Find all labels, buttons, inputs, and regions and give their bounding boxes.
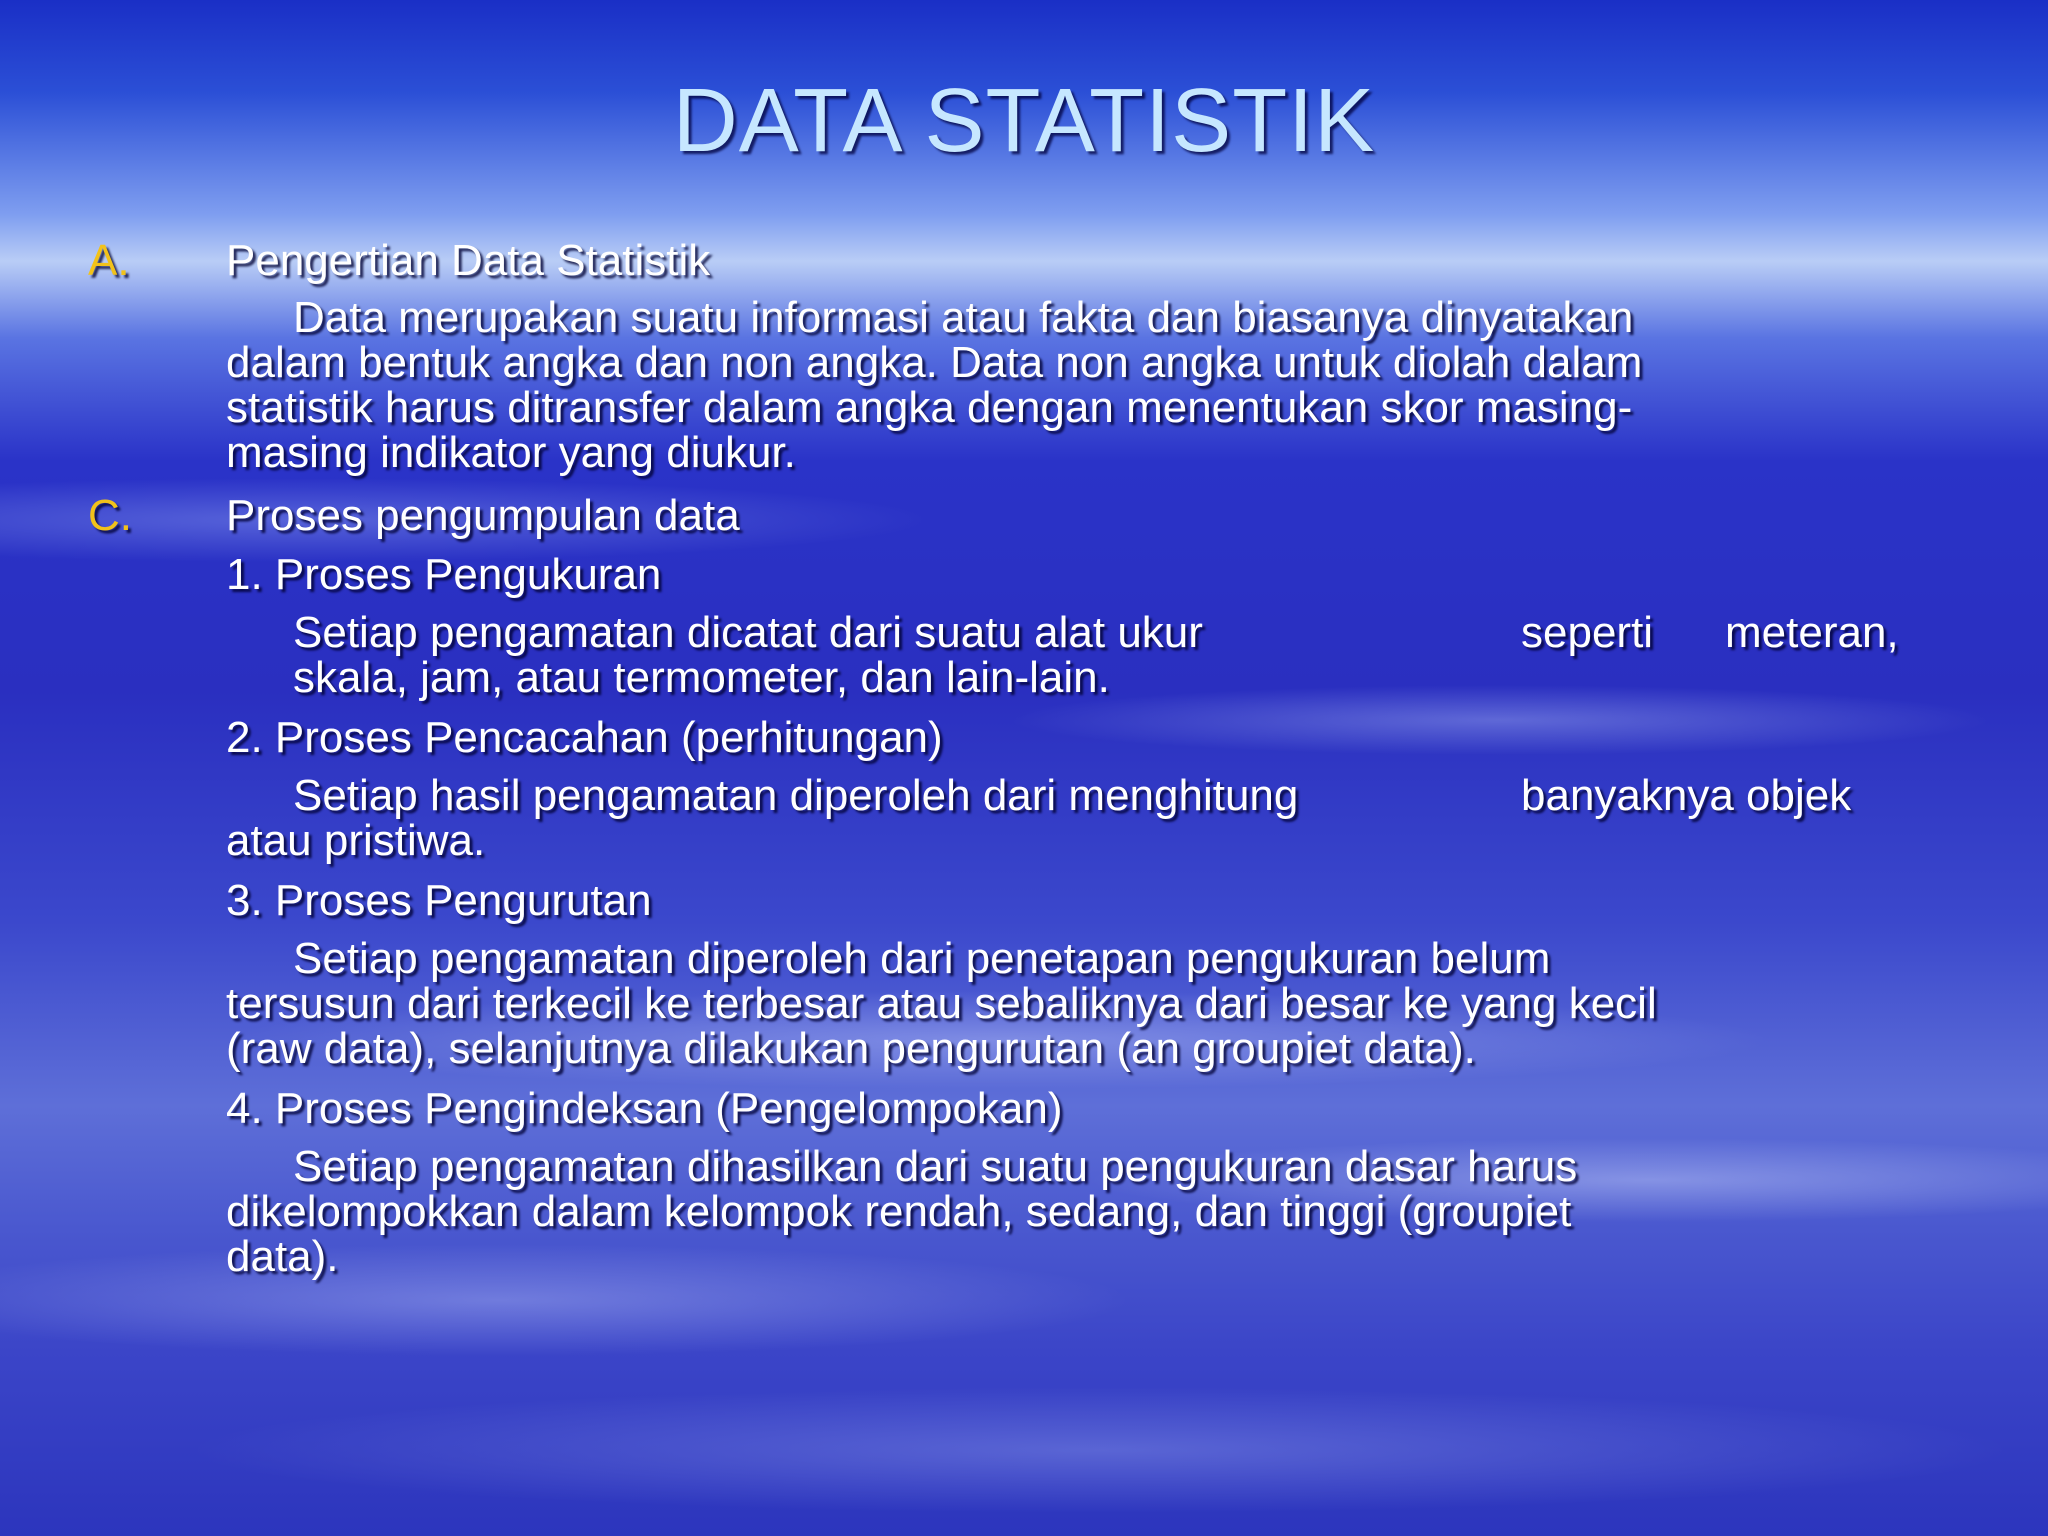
section-c-marker: C. [88, 491, 132, 540]
process-line: meteran, [1725, 608, 1899, 657]
process-line: tersusun dari terkecil ke terbesar atau sebaliknya dari besar ke yang kecil [226, 979, 1657, 1028]
process-heading: 2. Proses Pencacahan (perhitungan) [226, 713, 943, 762]
process-line: dikelompokkan dalam kelompok rendah, sedang, dan tinggi (groupiet [226, 1187, 1572, 1236]
process-line: data). [226, 1232, 339, 1281]
process-line: (raw data), selanjutnya dilakukan pengurutan (an groupiet data). [226, 1024, 1476, 1073]
section-a-heading: Pengertian Data Statistik [226, 236, 711, 285]
slide-title: DATA STATISTIK [672, 71, 1376, 171]
process-heading: 1. Proses Pengukuran [226, 550, 662, 599]
process-line: Setiap pengamatan dicatat dari suatu alat ukur [293, 608, 1203, 657]
section-c-heading: Proses pengumpulan data [226, 491, 740, 540]
section-a-marker: A. [88, 236, 130, 285]
section-a-line: statistik harus ditransfer dalam angka dengan menentukan skor masing- [226, 383, 1633, 432]
process-line: atau pristiwa. [226, 816, 486, 865]
process-line: Setiap pengamatan dihasilkan dari suatu pengukuran dasar harus [293, 1142, 1578, 1191]
section-a-line: masing indikator yang diukur. [226, 428, 796, 477]
process-heading: 3. Proses Pengurutan [226, 876, 652, 925]
process-line: Setiap pengamatan diperoleh dari penetapan pengukuran belum [293, 934, 1551, 983]
process-line: skala, jam, atau termometer, dan lain-lain. [293, 653, 1110, 702]
section-a-line: dalam bentuk angka dan non angka. Data non angka untuk diolah dalam [226, 338, 1643, 387]
process-heading: 4. Proses Pengindeksan (Pengelompokan) [226, 1084, 1063, 1133]
process-line: seperti [1521, 608, 1654, 657]
process-line: Setiap hasil pengamatan diperoleh dari menghitung [293, 771, 1299, 820]
process-line: banyaknya objek [1521, 771, 1852, 820]
section-a-line: Data merupakan suatu informasi atau fakta dan biasanya dinyatakan [293, 293, 1634, 342]
